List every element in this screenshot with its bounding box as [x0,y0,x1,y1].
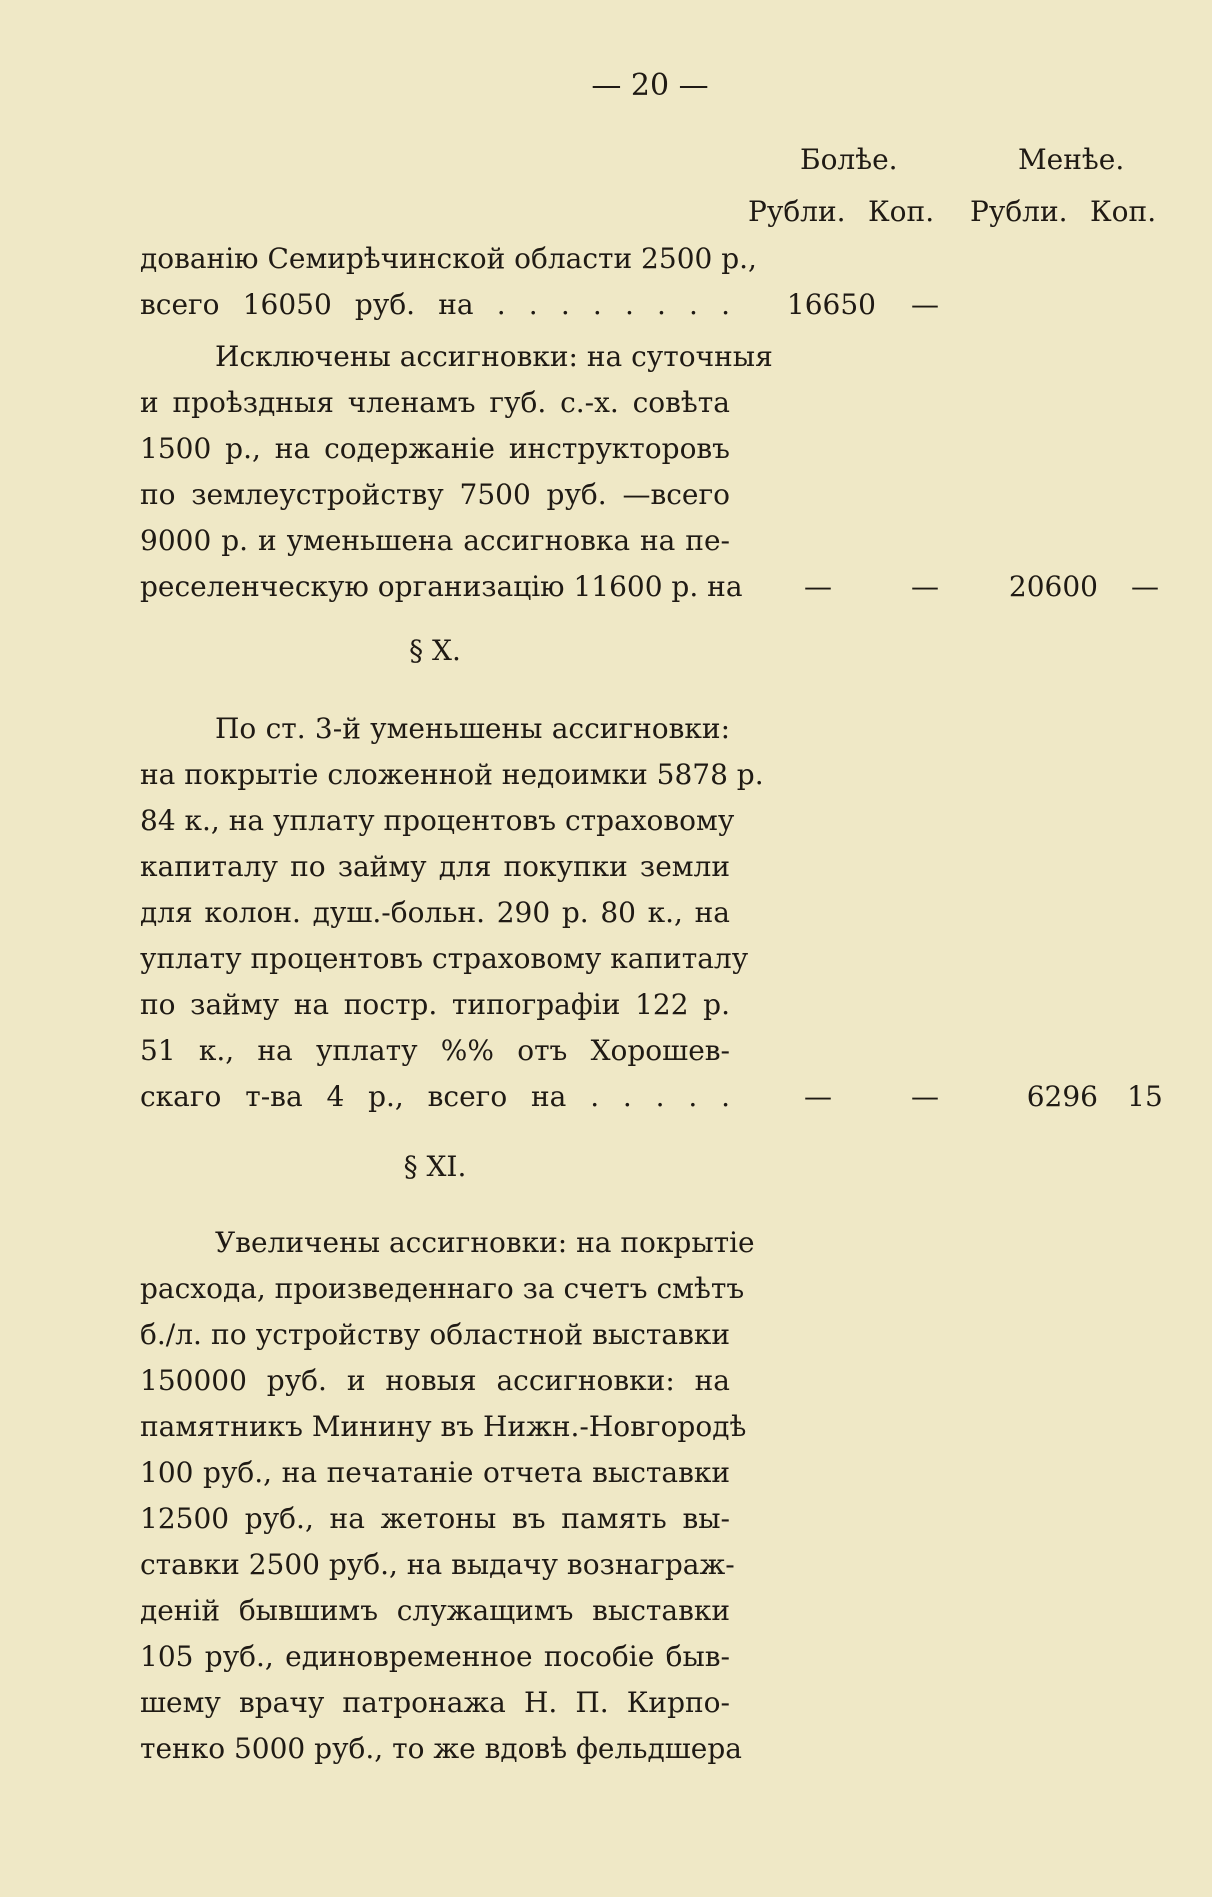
text-line: 1500 р., на содержаніе инструкторовъ [140,432,730,465]
text-line: для колон. душ.-больн. 290 р. 80 к., на [140,896,730,929]
amount-more-kop: — [911,1080,939,1113]
text-line: б./л. по устройству областной выставки [140,1318,730,1351]
text-line: ставки 2500 руб., на выдачу вознаграж- [140,1548,735,1581]
text-line: памятникъ Минину въ Нижн.-Новгородѣ [140,1410,747,1443]
text-line: дованію Семирѣчинской области 2500 р., [140,242,757,275]
section-heading: § X. [409,634,461,667]
header-rub-less: Рубли. [970,195,1068,228]
text-line: 105 руб., единовременное пособіе быв- [140,1640,730,1673]
amount-more-rub: 16650 [786,288,876,321]
header-more: Болѣе. [800,143,898,176]
page-number: — 20 — [591,68,709,103]
amount-more-rub: — [804,1080,832,1113]
text-line: 84 к., на уплату процентовъ страховому [140,804,735,837]
section-heading: § XI. [403,1150,467,1183]
text-line: на покрытіе сложенной недоимки 5878 р. [140,758,764,791]
amount-more-kop: — [911,288,939,321]
text-line: тенко 5000 руб., то же вдовѣ фельдшера [140,1732,742,1765]
amount-less-kop: — [1131,570,1159,603]
text-line: скаго т-ва 4 р., всего на . . . . . [140,1080,730,1113]
header-kop-more: Коп. [868,195,935,228]
text-line: 51 к., на уплату %% отъ Хорошев- [140,1034,730,1067]
text-line: 12500 руб., на жетоны въ память вы- [140,1502,730,1535]
amount-more-rub: — [804,570,832,603]
text-line: 150000 руб. и новыя ассигновки: на [140,1364,730,1397]
text-line: реселенческую организацію 11600 р. на [140,570,743,603]
text-line: 100 руб., на печатаніе отчета выставки [140,1456,730,1489]
text-line: всего 16050 руб. на . . . . . . . . [140,288,730,321]
text-line: и проѣздныя членамъ губ. с.-х. совѣта [140,386,730,419]
amount-more-kop: — [911,570,939,603]
text-line: 9000 р. и уменьшена ассигновка на пе- [140,524,730,557]
text-line: уплату процентовъ страховому капиталу [140,942,749,975]
amount-less-kop: 15 [1127,1080,1163,1113]
text-line: Увеличены ассигновки: на покрытіе [215,1226,755,1259]
header-less: Менѣе. [1018,143,1125,176]
text-line: деній бывшимъ служащимъ выставки [140,1594,730,1627]
text-line: капиталу по займу для покупки земли [140,850,730,883]
header-rub-more: Рубли. [748,195,846,228]
text-line: По ст. 3-й уменьшены ассигновки: [215,712,730,745]
text-line: шему врачу патронажа Н. П. Кирпо- [140,1686,730,1719]
amount-less-rub: 6296 [1026,1080,1098,1113]
text-line: Исключены ассигновки: на суточныя [215,340,773,373]
text-line: по займу на постр. типографіи 122 р. [140,988,730,1021]
text-line: расхода, произведеннаго за счетъ смѣтъ [140,1272,745,1305]
text-line: по землеустройству 7500 руб. —всего [140,478,730,511]
header-kop-less: Коп. [1090,195,1157,228]
amount-less-rub: 20600 [1008,570,1098,603]
